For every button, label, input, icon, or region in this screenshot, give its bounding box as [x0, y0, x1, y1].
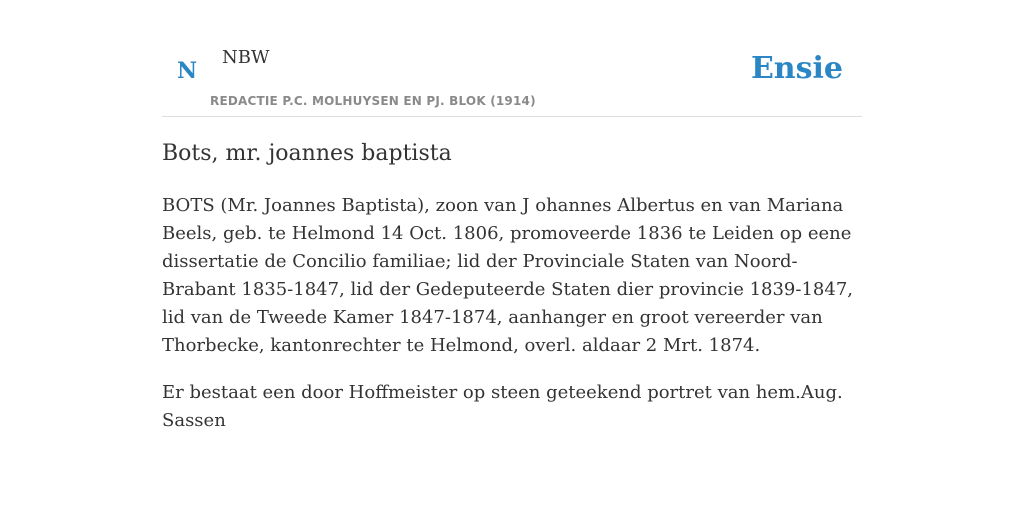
- source-logo[interactable]: N: [177, 58, 198, 84]
- source-title[interactable]: NBW: [222, 47, 270, 68]
- page-container: [162, 0, 862, 431]
- ensie-brand-link[interactable]: Ensie: [750, 51, 843, 86]
- article-body: [162, 192, 862, 454]
- source-editor: REDACTIE P.C. MOLHUYSEN EN PJ. BLOK (1914): [210, 94, 536, 108]
- source-header: [162, 0, 862, 117]
- article-paragraph: Er bestaat een door Hoffmeister op steen geteekend portret van hem.Aug. Sassen: [162, 382, 843, 431]
- article-paragraph: BOTS (Mr. Joannes Baptista), zoon van J ohannes Albertus en van Mariana Beels, geb. te Helmond 14 Oct. 1806, promoveerde 1836 te Leiden op eene dissertatie de Concilio familiae; lid der Provinciale Staten van Noord-Brabant 1835-1847, lid der Gedeputeerde Staten dier provincie 1839-1847, lid van de Tweede Kamer 1847-1874, aanhanger en groot vereerder van Thorbecke, kantonrechter te Helmond, overl. aldaar 2 Mrt. 1874.: [162, 195, 853, 356]
- article-title: Bots, mr. joannes baptista: [162, 141, 452, 166]
